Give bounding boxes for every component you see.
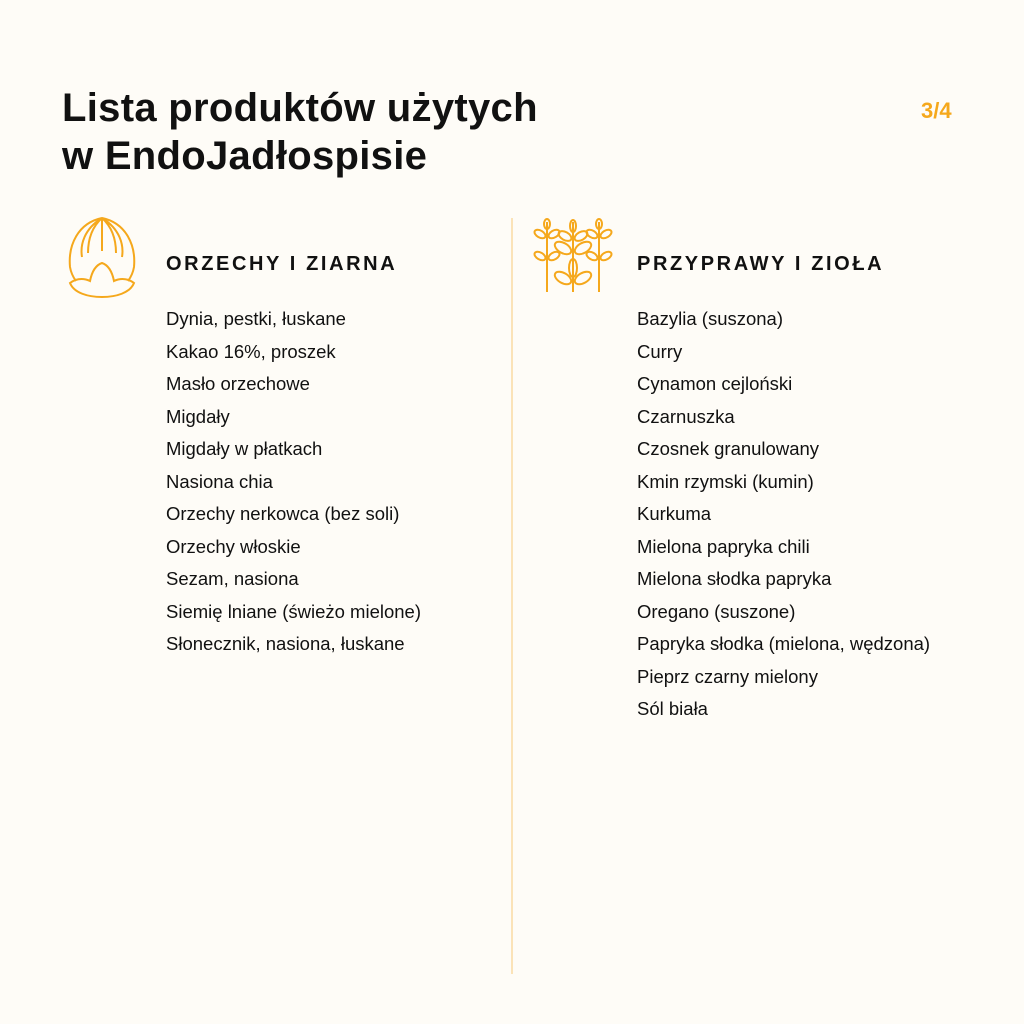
heading-nuts-seeds: ORZECHY I ZIARNA bbox=[166, 253, 398, 275]
list-item: Słonecznik, nasiona, łuskane bbox=[166, 633, 405, 654]
list-item: Curry bbox=[637, 340, 683, 362]
column-divider bbox=[511, 218, 513, 974]
list-item: Siemię lniane (świeżo mielone) bbox=[166, 600, 421, 622]
list-item: Papryka słodka (mielona, wędzona) bbox=[637, 633, 931, 654]
list-item: Bazylia (suszona) bbox=[637, 308, 784, 329]
list-item: Czarnuszka bbox=[637, 405, 735, 427]
list-item: Pieprz czarny mielony bbox=[637, 665, 818, 687]
list-item: Cynamon cejloński bbox=[637, 373, 793, 394]
title-line-2: w EndoJadłospisie bbox=[62, 134, 428, 178]
heading-spices-herbs: PRZYPRAWY I ZIOŁA bbox=[637, 253, 885, 275]
list-item: Kurkuma bbox=[637, 503, 712, 524]
herbs-icon bbox=[533, 218, 613, 294]
page-number: 3/4 bbox=[921, 98, 952, 123]
list-item: Mielona papryka chili bbox=[637, 535, 810, 557]
page-title bbox=[62, 84, 538, 180]
list-item: Nasiona chia bbox=[166, 470, 273, 492]
nut-icon bbox=[64, 215, 140, 299]
list-item: Kmin rzymski (kumin) bbox=[637, 470, 814, 492]
nuts-seeds-list bbox=[166, 303, 421, 661]
list-item: Sól biała bbox=[637, 698, 708, 719]
list-item: Oregano (suszone) bbox=[637, 600, 796, 622]
list-item: Czosnek granulowany bbox=[637, 438, 820, 459]
list-item: Mielona słodka papryka bbox=[637, 568, 832, 589]
list-item: Sezam, nasiona bbox=[166, 568, 299, 589]
spices-herbs-list bbox=[637, 303, 930, 726]
list-item: Orzechy nerkowca (bez soli) bbox=[166, 503, 400, 524]
list-item: Kakao 16%, proszek bbox=[166, 340, 336, 362]
list-item: Masło orzechowe bbox=[166, 373, 310, 394]
list-item: Orzechy włoskie bbox=[166, 535, 301, 557]
title-line-1: Lista produktów użytych bbox=[62, 86, 538, 130]
list-item: Migdały w płatkach bbox=[166, 438, 323, 459]
list-item: Migdały bbox=[166, 405, 230, 427]
list-item: Dynia, pestki, łuskane bbox=[166, 308, 346, 329]
